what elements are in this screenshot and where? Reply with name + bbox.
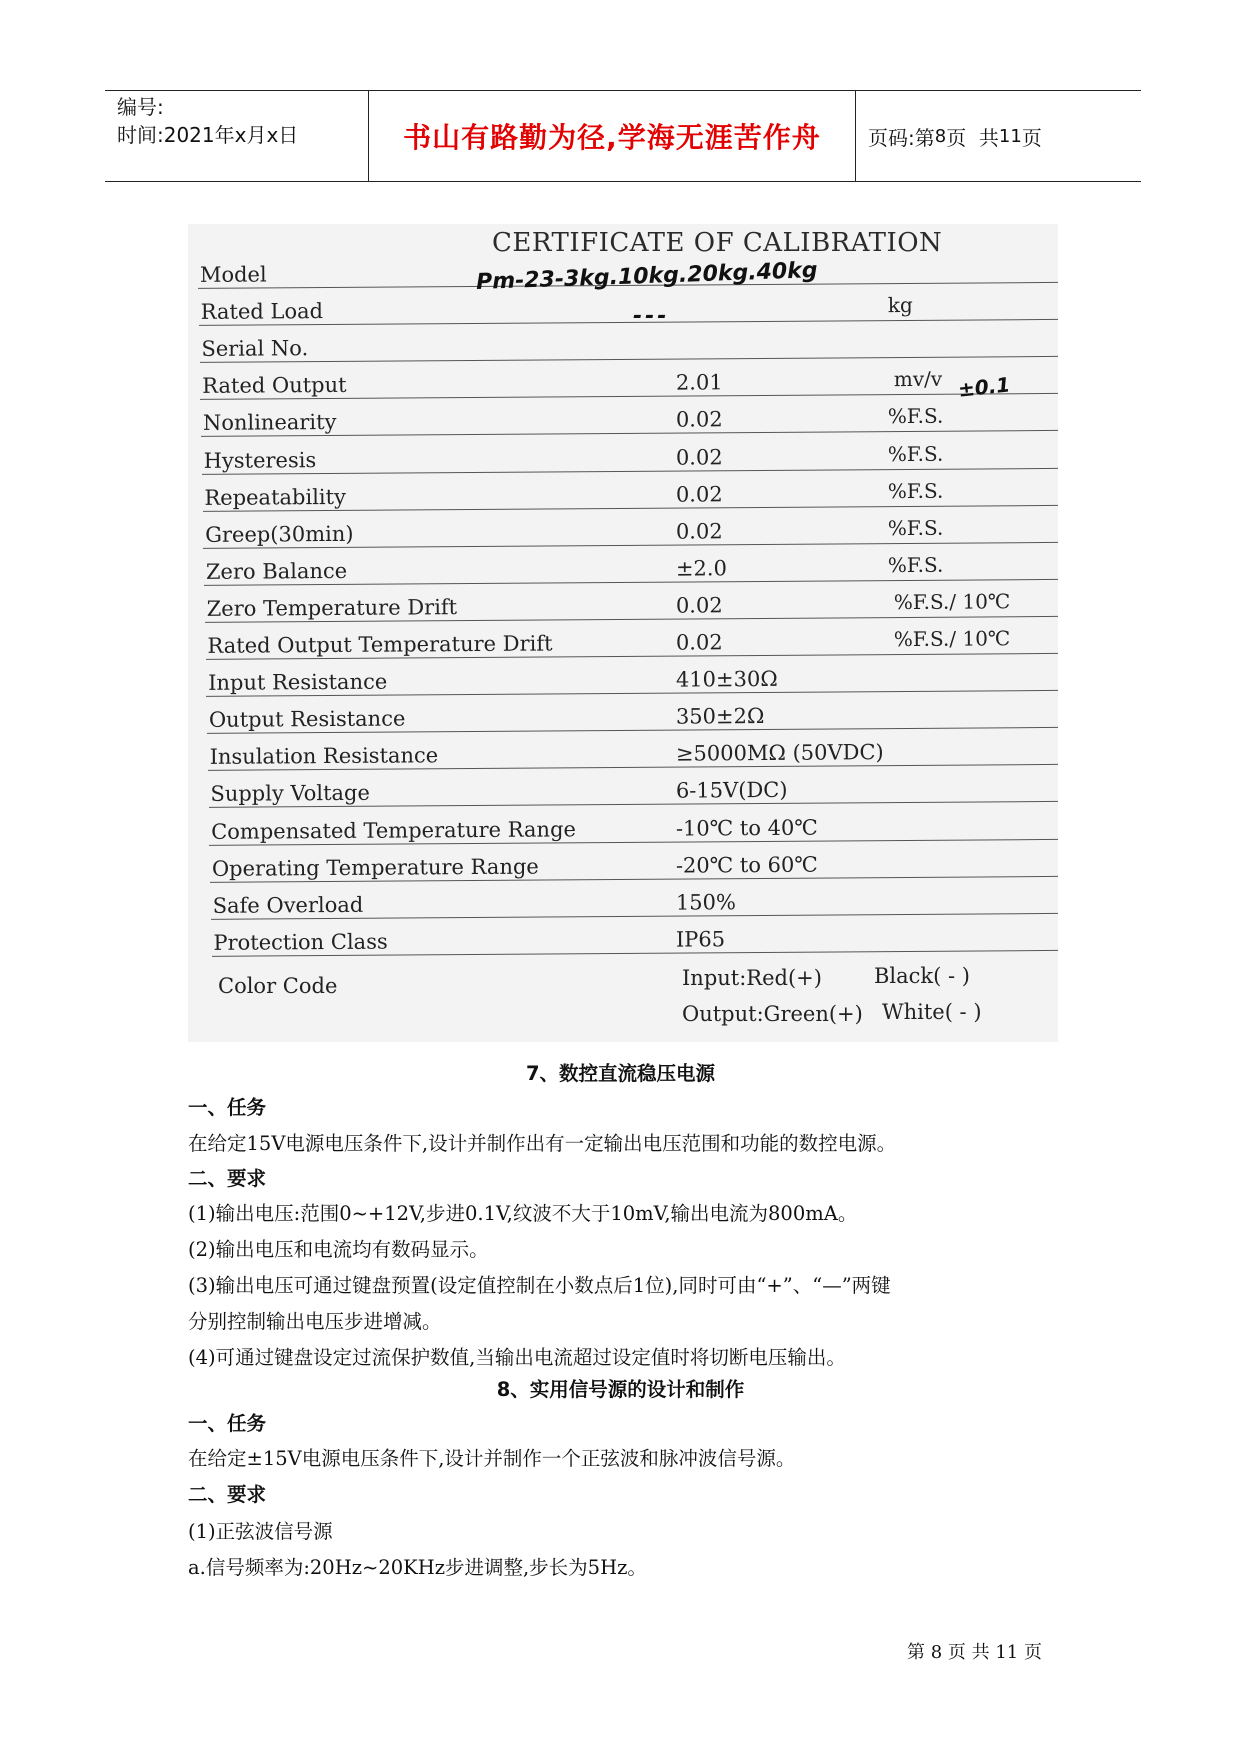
row-value: -20℃ to 60℃ (675, 852, 818, 878)
page-mid: 页 共 (946, 125, 999, 150)
color-code-label: Color Code (218, 974, 338, 998)
row-label: Rated Output Temperature Drift (207, 631, 553, 658)
certificate-row (188, 580, 1058, 623)
certificate-row (188, 617, 1058, 660)
motto: 书山有路勤为径,学海无涯苦作舟 (368, 91, 856, 181)
certificate-row (188, 877, 1058, 920)
row-label: Operating Temperature Range (211, 854, 539, 881)
certificate-row (188, 654, 1058, 697)
row-value: ±2.0 (675, 556, 727, 581)
row-value: 2.01 (675, 370, 723, 395)
section8-req1a: a.信号频率为:20Hz~20KHz步进调整,步长为5Hz。 (188, 1556, 647, 1579)
calibration-certificate-image (188, 224, 1058, 1042)
model-handwritten: Pm-23-3kg.10kg.20kg.40kg (475, 258, 819, 295)
row-unit: mv/v (893, 367, 943, 392)
certificate-title: CERTIFICATE OF CALIBRATION (492, 228, 943, 258)
row-label: Repeatability (204, 484, 346, 510)
section7-req2: (2)输出电压和电流均有数码显示。 (188, 1238, 489, 1261)
row-unit: %F.S. (887, 552, 944, 577)
section7-req1: (1)输出电压:范围0~+12V,步进0.1V,纹波不大于10mV,输出电流为800mA。 (188, 1202, 858, 1225)
time-label: 时间:2021年x月x日 (117, 123, 299, 147)
certificate-row (188, 506, 1058, 549)
page-total: 11 (998, 125, 1022, 147)
row-label: Hysteresis (203, 447, 317, 473)
row-label: Model (199, 262, 267, 287)
row-value: 0.02 (675, 444, 723, 470)
row-label: Protection Class (213, 929, 388, 955)
certificate-row (188, 728, 1058, 771)
certificate-row (188, 914, 1058, 957)
certificate-row (188, 802, 1058, 845)
row-label: Insulation Resistance (209, 743, 439, 770)
page-suffix: 页 (1021, 125, 1042, 150)
row-value: 0.02 (675, 518, 723, 544)
row-label: Serial No. (201, 336, 309, 362)
section7-req3a: (3)输出电压可通过键盘预置(设定值控制在小数点后1位),同时可由“+”、“—”两键 (188, 1274, 891, 1297)
certificate-row (188, 431, 1058, 474)
section8-req-heading: 二、要求 (188, 1483, 267, 1506)
section7-req4: (4)可通过键盘设定过流保护数值,当输出电流超过设定值时将切断电压输出。 (188, 1346, 846, 1369)
rated-load-handwritten: --- (633, 304, 670, 329)
row-value: 0.02 (675, 630, 723, 655)
row-value: 0.02 (675, 481, 723, 507)
number-label: 编号: (117, 95, 164, 119)
row-label: Compensated Temperature Range (211, 816, 576, 844)
color-output: Output:Green(+) (682, 1002, 863, 1026)
row-unit: kg (887, 293, 913, 318)
row-value: ≥5000MΩ (50VDC) (675, 740, 884, 766)
section7-req-heading: 二、要求 (188, 1167, 267, 1190)
page-current: 8 (934, 125, 947, 147)
page-number (856, 91, 1141, 181)
color-input: Input:Red(+) (682, 966, 822, 990)
certificate-row (188, 394, 1058, 437)
certificate-row (188, 840, 1058, 883)
certificate-row (188, 765, 1058, 808)
certificate-row (188, 691, 1058, 734)
row-value: 350±2Ω (675, 704, 765, 729)
row-label: Nonlinearity (202, 410, 337, 436)
section7-req3b: 分别控制输出电压步进增减。 (188, 1310, 442, 1333)
certificate-row (188, 543, 1058, 586)
certificate-row (188, 320, 1058, 363)
row-label: Input Resistance (208, 669, 388, 695)
row-label: Safe Overload (212, 892, 364, 918)
certificate-row (188, 469, 1058, 512)
section7-title: 7、数控直流稳压电源 (525, 1062, 716, 1085)
row-unit: %F.S. (887, 478, 944, 503)
row-value: 410±30Ω (675, 666, 778, 692)
row-value: 0.02 (675, 407, 723, 432)
section8-req1: (1)正弦波信号源 (188, 1520, 333, 1543)
row-unit: %F.S./ 10℃ (893, 589, 1011, 614)
row-unit: %F.S. (887, 404, 944, 429)
page-prefix: 页码:第 (868, 125, 935, 150)
row-value: 150% (675, 889, 737, 915)
certificate-row (188, 357, 1058, 400)
color-output-negative: White( - ) (882, 1000, 982, 1024)
row-value: -10℃ to 40℃ (675, 815, 818, 841)
page-header (105, 90, 1141, 182)
color-input-negative: Black( - ) (874, 964, 970, 988)
section8-task-heading: 一、任务 (188, 1412, 267, 1435)
row-label: Rated Load (200, 299, 324, 325)
section8-task-text: 在给定±15V电源电压条件下,设计并制作一个正弦波和脉冲波信号源。 (188, 1447, 796, 1470)
row-label: Rated Output (202, 373, 347, 399)
header-meta (105, 91, 368, 181)
row-unit: %F.S./ 10℃ (893, 626, 1011, 652)
row-label: Supply Voltage (210, 781, 370, 807)
rated-output-tolerance-handwritten: ±0.1 (956, 372, 1012, 402)
row-label: Zero Balance (205, 558, 348, 584)
row-label: Zero Temperature Drift (206, 595, 458, 621)
row-value: 0.02 (675, 593, 723, 618)
section8-title: 8、实用信号源的设计和制作 (496, 1378, 745, 1401)
page-footer: 第 8 页 共 11 页 (907, 1642, 1042, 1663)
row-label: Output Resistance (208, 706, 406, 733)
row-label: Greep(30min) (205, 521, 354, 547)
row-value: 6-15V(DC) (675, 778, 788, 803)
section7-task-text: 在给定15V电源电压条件下,设计并制作出有一定输出电压范围和功能的数控电源。 (188, 1132, 897, 1155)
row-unit: %F.S. (887, 515, 944, 540)
section7-task-heading: 一、任务 (188, 1096, 267, 1119)
row-value: IP65 (675, 927, 726, 952)
row-unit: %F.S. (887, 441, 944, 466)
